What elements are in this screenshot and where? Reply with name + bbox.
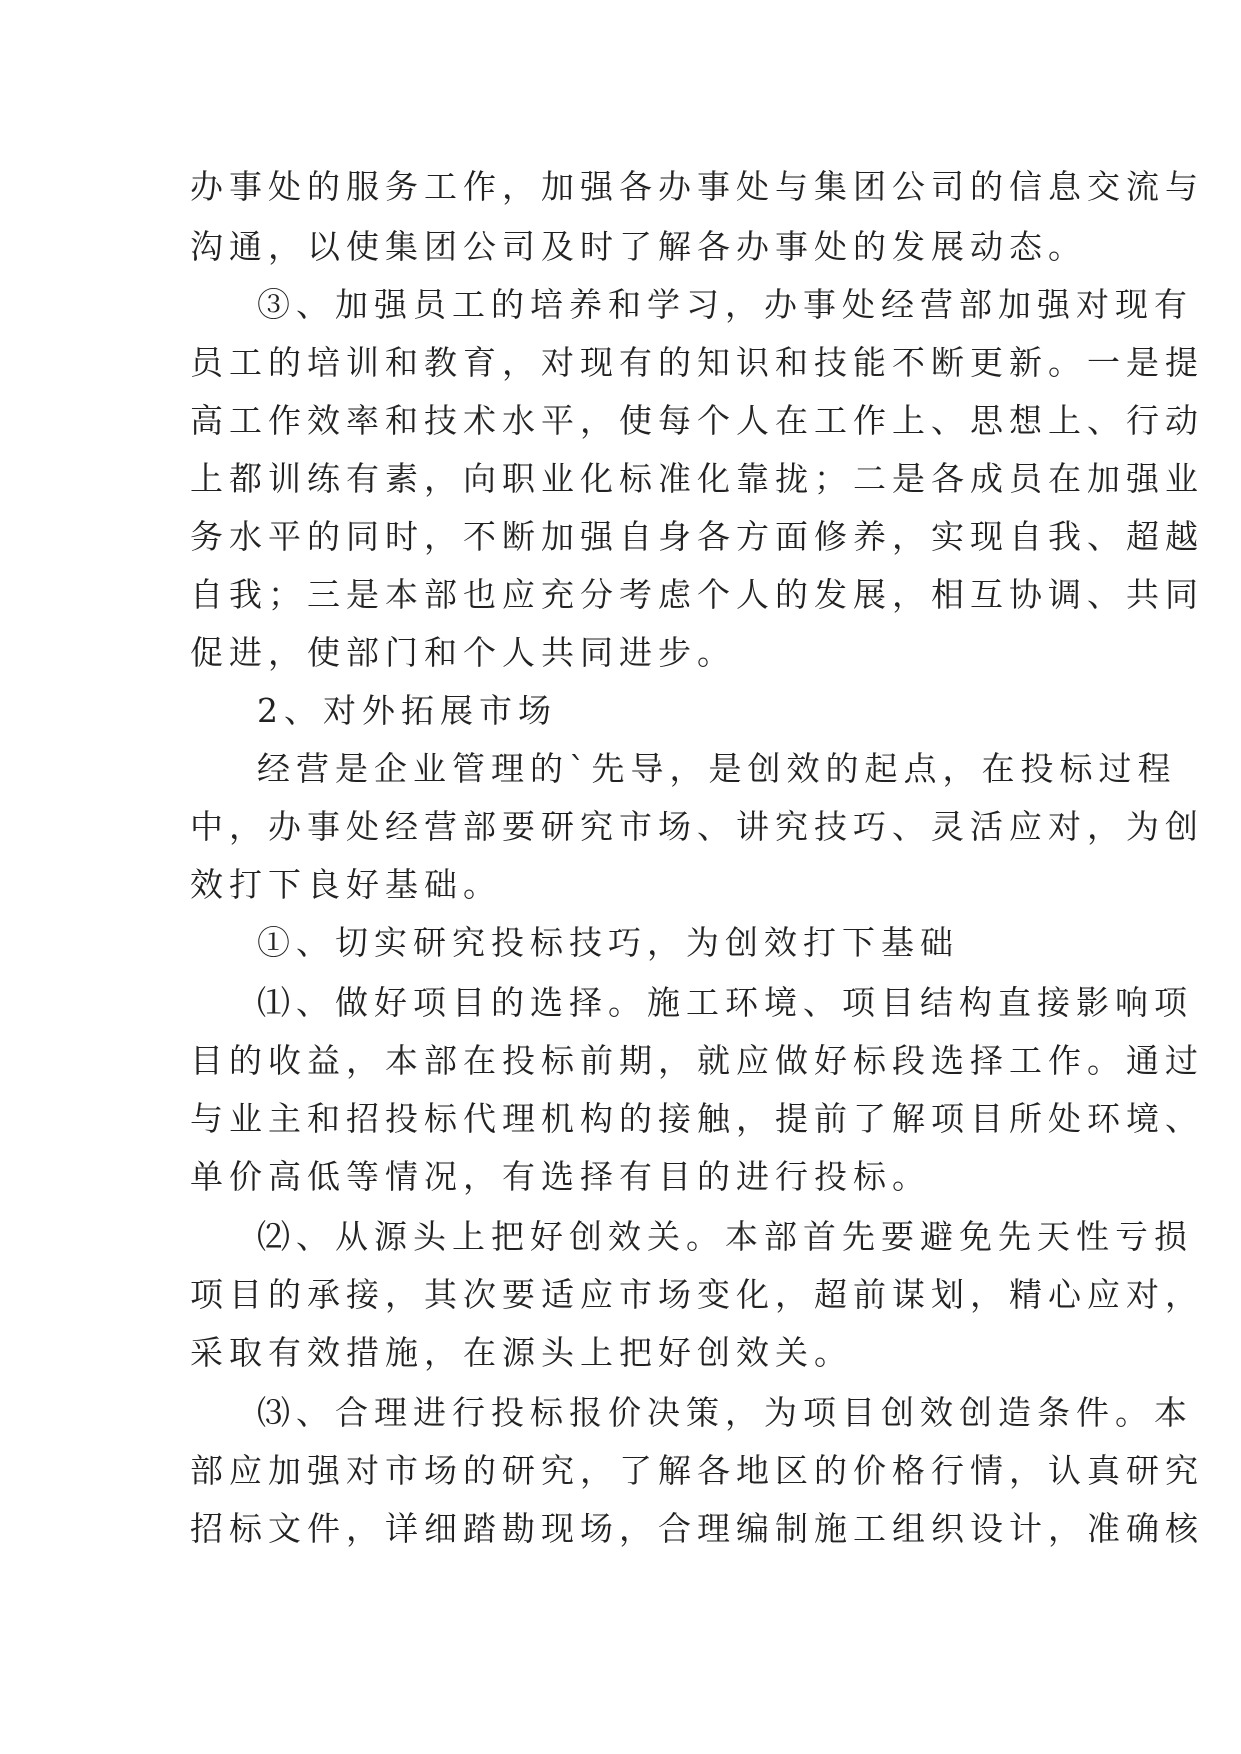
text-line: 经营是企业管理的`先导，是创效的起点，在投标过程 — [257, 749, 1177, 788]
text-line: 效打下良好基础。 — [190, 865, 502, 904]
text-line: 员工的培训和教育，对现有的知识和技能不断更新。一是提 — [190, 343, 1204, 382]
text-line: 自我；三是本部也应充分考虑个人的发展，相互协调、共同 — [190, 575, 1204, 614]
text-line: 沟通，以使集团公司及时了解各办事处的发展动态。 — [190, 227, 1087, 266]
text-line: 上都训练有素，向职业化标准化靠拢；二是各成员在加强业 — [190, 459, 1204, 498]
text-line: 中，办事处经营部要研究市场、讲究技巧、灵活应对，为创 — [190, 807, 1204, 846]
text-line: ⑴、做好项目的选择。施工环境、项目结构直接影响项 — [257, 983, 1193, 1022]
text-line: ⑵、从源头上把好创效关。本部首先要避免先天性亏损 — [257, 1217, 1193, 1256]
text-line: 招标文件，详细踏勘现场，合理编制施工组织设计，准确核 — [190, 1509, 1204, 1548]
text-line: ⑶、合理进行投标报价决策，为项目创效创造条件。本 — [257, 1393, 1193, 1432]
text-line: 促进，使部门和个人共同进步。 — [190, 633, 736, 672]
text-line: 高工作效率和技术水平，使每个人在工作上、思想上、行动 — [190, 401, 1204, 440]
text-line: 目的收益，本部在投标前期，就应做好标段选择工作。通过 — [190, 1041, 1204, 1080]
text-line: 办事处的服务工作，加强各办事处与集团公司的信息交流与 — [190, 167, 1204, 206]
section-heading: 2、对外拓展市场 — [257, 691, 557, 730]
text-line: 单价高低等情况，有选择有目的进行投标。 — [190, 1157, 931, 1196]
text-line: 与业主和招投标代理机构的接触，提前了解项目所处环境、 — [190, 1099, 1204, 1138]
subsection-heading: ①、切实研究投标技巧，为创效打下基础 — [257, 923, 959, 962]
text-line: 部应加强对市场的研究，了解各地区的价格行情，认真研究 — [190, 1451, 1204, 1490]
text-line: ③、加强员工的培养和学习，办事处经营部加强对现有 — [257, 285, 1193, 324]
text-line: 采取有效措施，在源头上把好创效关。 — [190, 1333, 853, 1372]
text-line: 项目的承接，其次要适应市场变化，超前谋划，精心应对， — [190, 1275, 1204, 1314]
text-line: 务水平的同时，不断加强自身各方面修养，实现自我、超越 — [190, 517, 1204, 556]
